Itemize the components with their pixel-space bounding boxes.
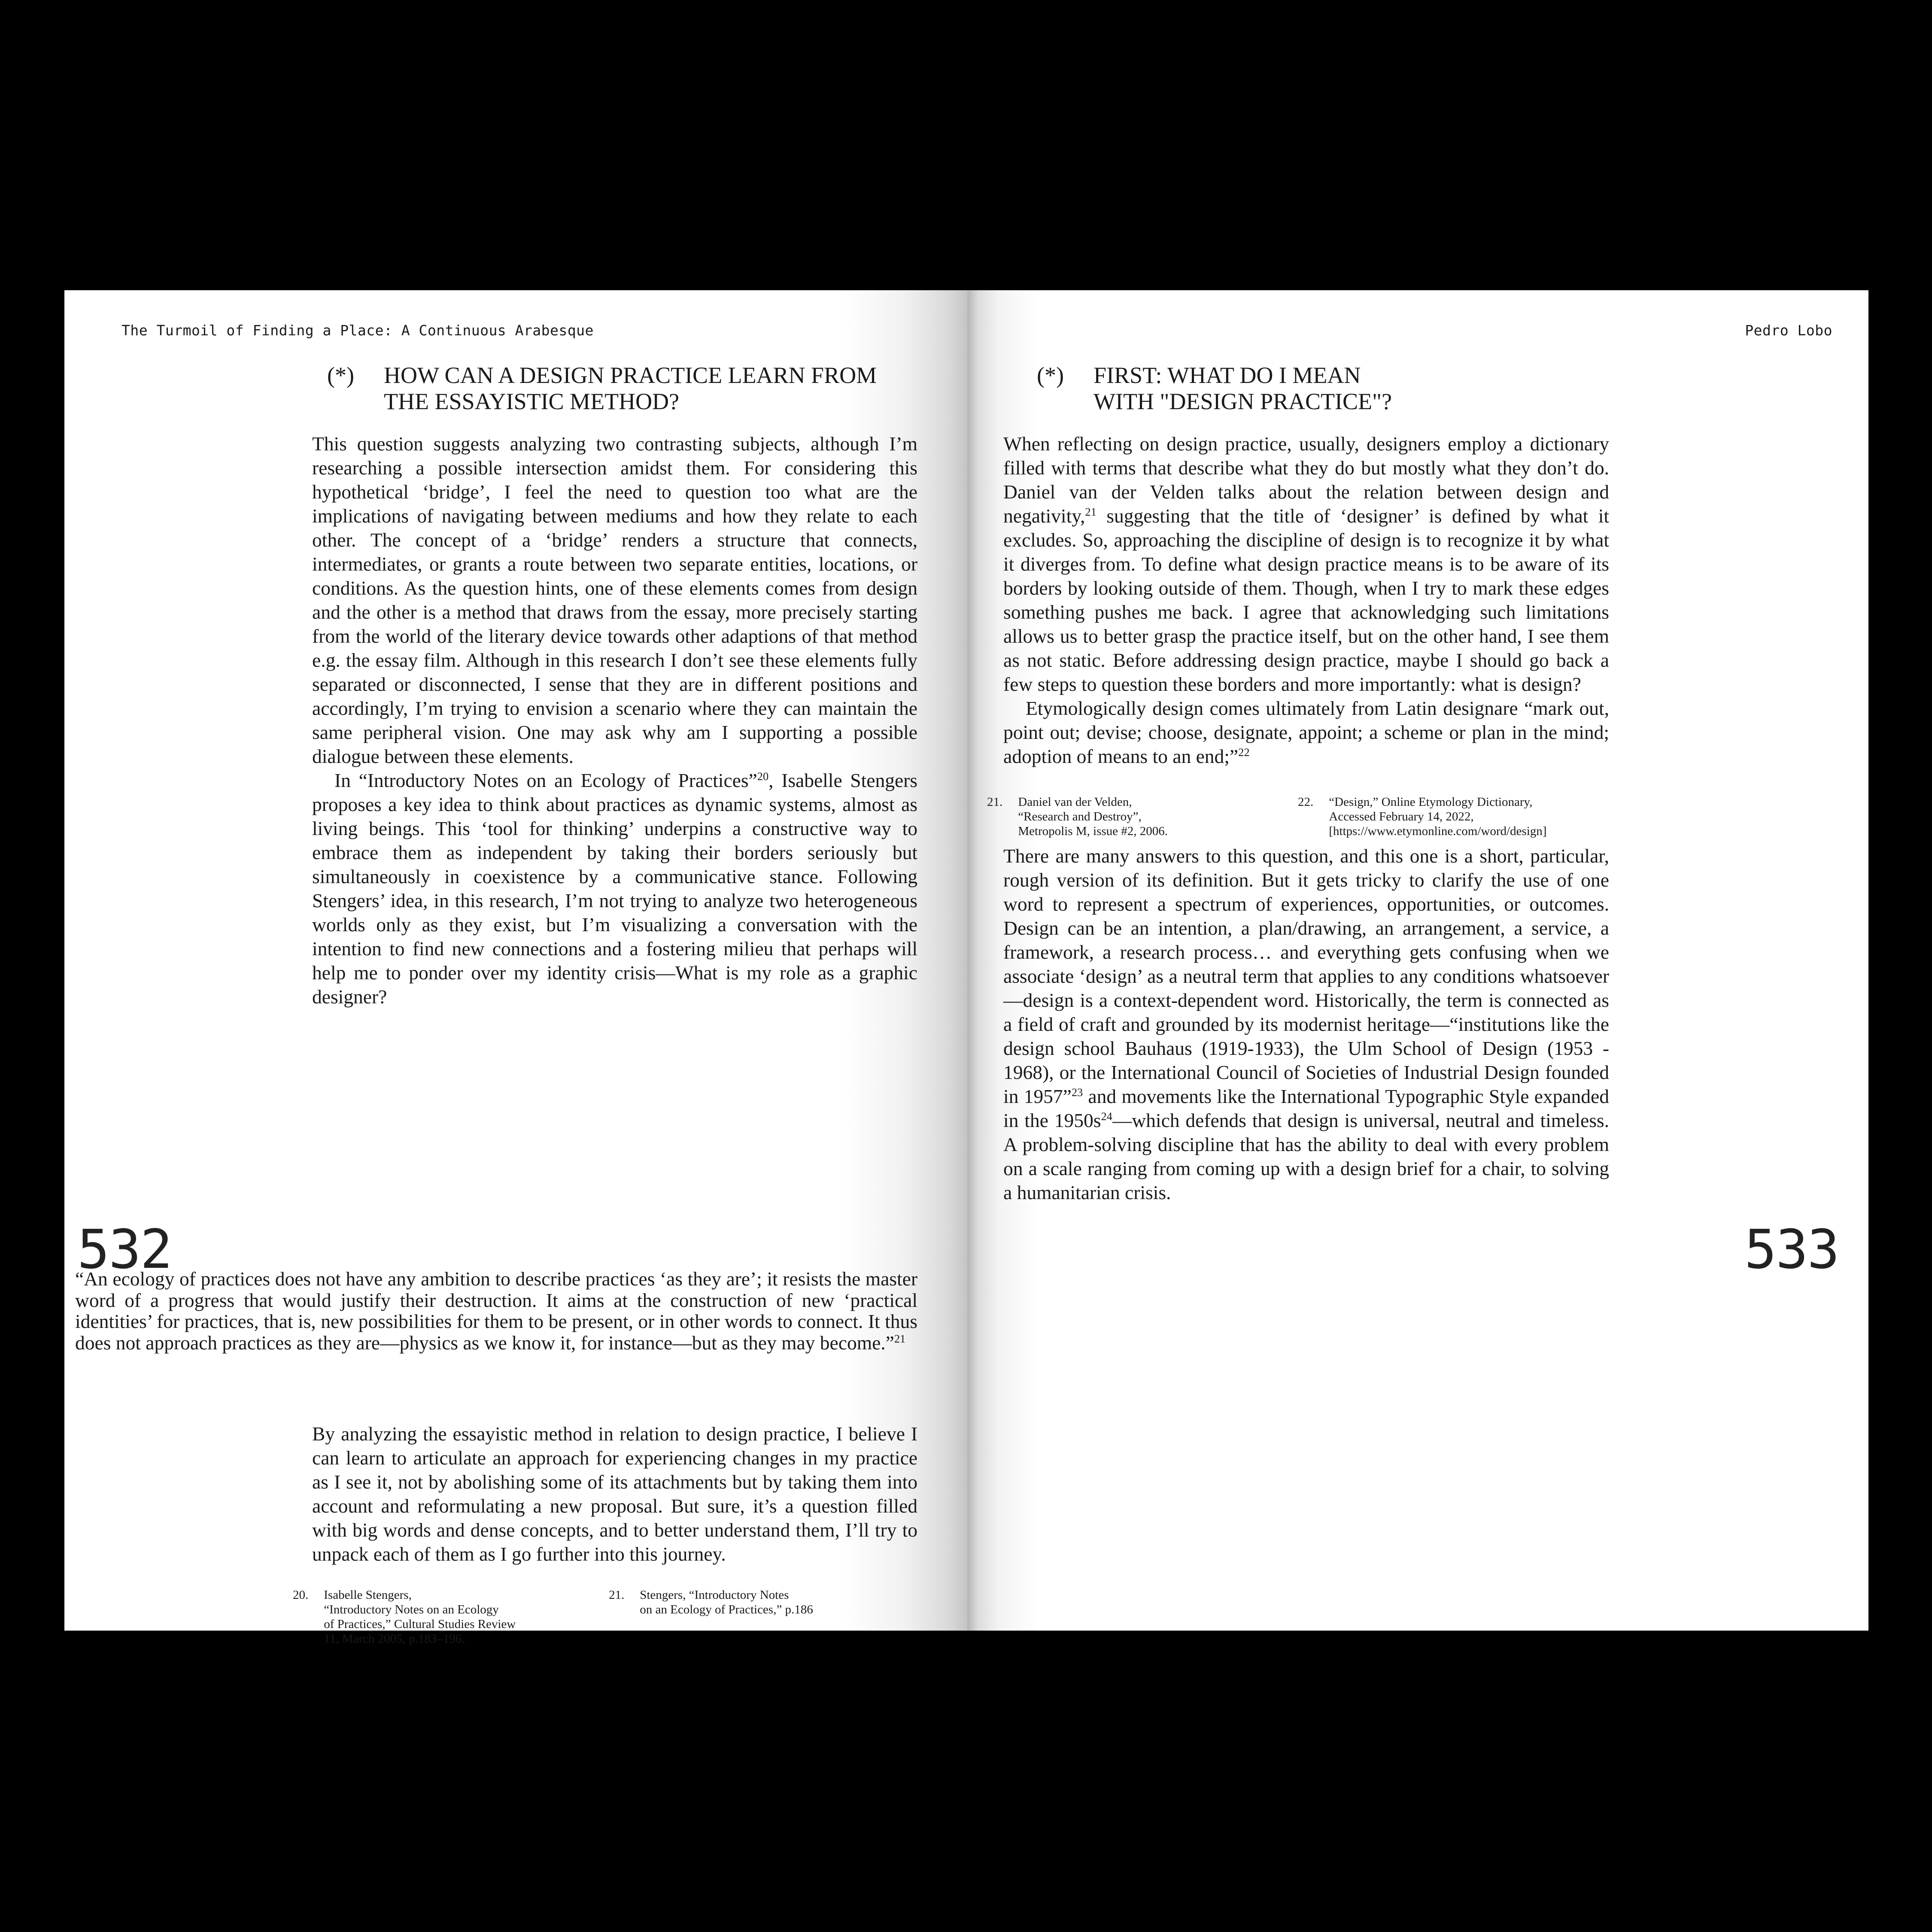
paragraph: In “Introductory Notes on an Ecology of Practices”$^{20}$, Isabelle Stengers proposes a key idea to think about practices as dynamic systems, almost as living beings. This ‘tool for thinking’ underpins a constructive way to embrace them as independent by taking their borders seriously but simultaneously in coexistence by a communicative stance. Following Stengers’ idea, in this research, I’m not trying to analyze two heterogeneous worlds only as they exist, but I’m visualizing a conversation with the intention to find new connections and a fostering milieu that perhaps will help me to ponder over my identity crisis—What is my role as a graphic designer? xyxy=(312,769,918,1008)
body-column-lower xyxy=(1003,844,1609,1205)
page-number: 533 xyxy=(1744,1218,1839,1281)
right-page xyxy=(967,290,1868,1631)
paragraph: This question suggests analyzing two contrasting subjects, although I’m researching a possible intersection amidst them. For considering this hypothetical ‘bridge’, I feel the need to question too what are the implications of navigating between mediums and how they relate to each other. The concept of a ‘bridge’ renders a structure that connects, intermediates, or grants a route between two separate entities, locations, or conditions. As the question hints, one of these elements comes from design and the other is a method that draws from the essay, more precisely starting from the world of the literary device towards other adaptions of that method e.g. the essay film. Although in this research I don’t see these elements fully separated or disconnected, I sense that they are in different positions and accordingly, I’m trying to envision a scenario where they can maintain the same peripheral vision. One may ask why am I supporting a possible dialogue between these elements. xyxy=(312,433,917,767)
body-column-lower xyxy=(312,1422,917,1566)
footnote-ref: 24 xyxy=(1101,1109,1112,1123)
heading-title: HOW CAN A DESIGN PRACTICE LEARN FROM THE ESSAYISTIC METHOD? xyxy=(384,362,877,414)
section-heading xyxy=(327,362,877,415)
footnote-text: Isabelle Stengers, “Introductory Notes on an Ecology of Practices,” Cultural Studies Review 11, March 2005, p.183–196. xyxy=(324,1588,516,1646)
footnote-ref: 20 xyxy=(757,769,769,783)
body-column-upper xyxy=(312,432,917,1009)
left-page xyxy=(64,290,967,1646)
footnote-22 xyxy=(1298,795,1546,838)
body-column-upper xyxy=(1003,432,1609,769)
footnote-ref: 21 xyxy=(1085,505,1097,518)
paragraph: When reflecting on design practice, usually, designers employ a dictionary filled with terms that describe what they do but mostly what they don’t do. Daniel van der Velden talks about the relation between design and negativity,$^{21}$ suggesting that the title of ‘designer’ is defined by what it excludes. So, approaching the discipline of design is to recognize it by what it diverges from. To define what design practice means is to be aware of its borders by looking outside of them. Though, when I try to mark these edges something pushes me back. I agree that acknowledging such limitations allows us to better grasp the practice itself, but on the other hand, I see them as not static. Before addressing design practice, maybe I should go back a few steps to question these borders and more importantly: what is design? xyxy=(1003,433,1609,695)
heading-mark: (*) xyxy=(1037,362,1064,388)
running-head-title: The Turmoil of Finding a Place: A Continuous Arabesque xyxy=(122,322,594,339)
section-heading xyxy=(1037,362,1392,415)
paragraph: By analyzing the essayistic method in relation to design practice, I believe I can learn to articulate an approach for experiencing changes in my practice as I see it, not by abolishing some of its attachments but by taking them into account and reformulating a new proposal. But sure, it’s a question filled with big words and dense concepts, and to better understand them, I’ll try to unpack each of them as I go further into this journey. xyxy=(312,1423,917,1565)
footnote-21 xyxy=(987,795,1168,838)
footnote-text: Stengers, “Introductory Notes on an Ecology of Practices,” p.186 xyxy=(640,1588,813,1616)
page-number: 532 xyxy=(77,1218,172,1281)
running-head-author: Pedro Lobo xyxy=(1745,322,1832,339)
footnote-number: 20. xyxy=(293,1588,309,1602)
paragraph: Etymologically design comes ultimately from Latin designare “mark out, point out; devise; choose, designate, appoint; a scheme or plan in the mind; adoption of means to an end;”$^{22}$ xyxy=(1003,697,1609,767)
footnote-number: 21. xyxy=(609,1588,625,1602)
footnote-text: “Design,” Online Etymology Dictionary, Accessed February 14, 2022, [https://www.etymonline.com/word/design] xyxy=(1329,795,1547,838)
footnote-number: 22. xyxy=(1298,795,1314,809)
footnote-ref: 21 xyxy=(894,1332,906,1345)
heading-title: FIRST: WHAT DO I MEAN WITH "DESIGN PRACTICE"? xyxy=(1094,362,1392,414)
footnote-20 xyxy=(293,1588,516,1646)
footnote-ref: 23 xyxy=(1071,1085,1083,1099)
paragraph: There are many answers to this question, and this one is a short, particular, rough version of its definition. But it gets tricky to clarify the use of one word to represent a spectrum of experiences, opportunities, or outcomes. Design can be an intention, a plan/drawing, an arrangement, a service, a framework, a research process… and everything gets confusing when we associate ‘design’ as a neutral term that applies to any conditions whatsoever—design is a context-dependent word. Historically, the term is connected as a field of craft and grounded by its modernist heritage—“institutions like the design school Bauhaus (1919-1933), the Ulm School of Design (1953 - 1968), or the International Council of Societies of Industrial Design founded in 1957”$^{23}$ and movements like the International Typographic Style expanded in the $1950s^{24}—which$ defends that design is universal, neutral and timeless. A problem-solving discipline that has the ability to deal with every problem on a scale ranging from coming up with a design brief for a chair, to solving a humanitarian crisis. xyxy=(1003,845,1610,1203)
footnote-number: 21. xyxy=(987,795,1003,809)
footnote-21 xyxy=(609,1588,813,1617)
blockquote: “An ecology of practices does not have any ambition to describe practices ‘as they are’; it resists the master word of a progress that would justify their destruction. It aims at the construction of new ‘practical identities’ for practices, that is, new possibilities for them to be present, or in other words to connect. It thus does not approach practices as they are—physics as we know it, for instance—but as they may become.”$^{21}$ xyxy=(75,1268,917,1354)
footnote-text: Daniel van der Velden, “Research and Destroy”, Metropolis M, issue #2, 2006. xyxy=(1018,795,1168,838)
heading-mark: (*) xyxy=(327,362,354,388)
footnote-ref: 22 xyxy=(1238,745,1250,759)
